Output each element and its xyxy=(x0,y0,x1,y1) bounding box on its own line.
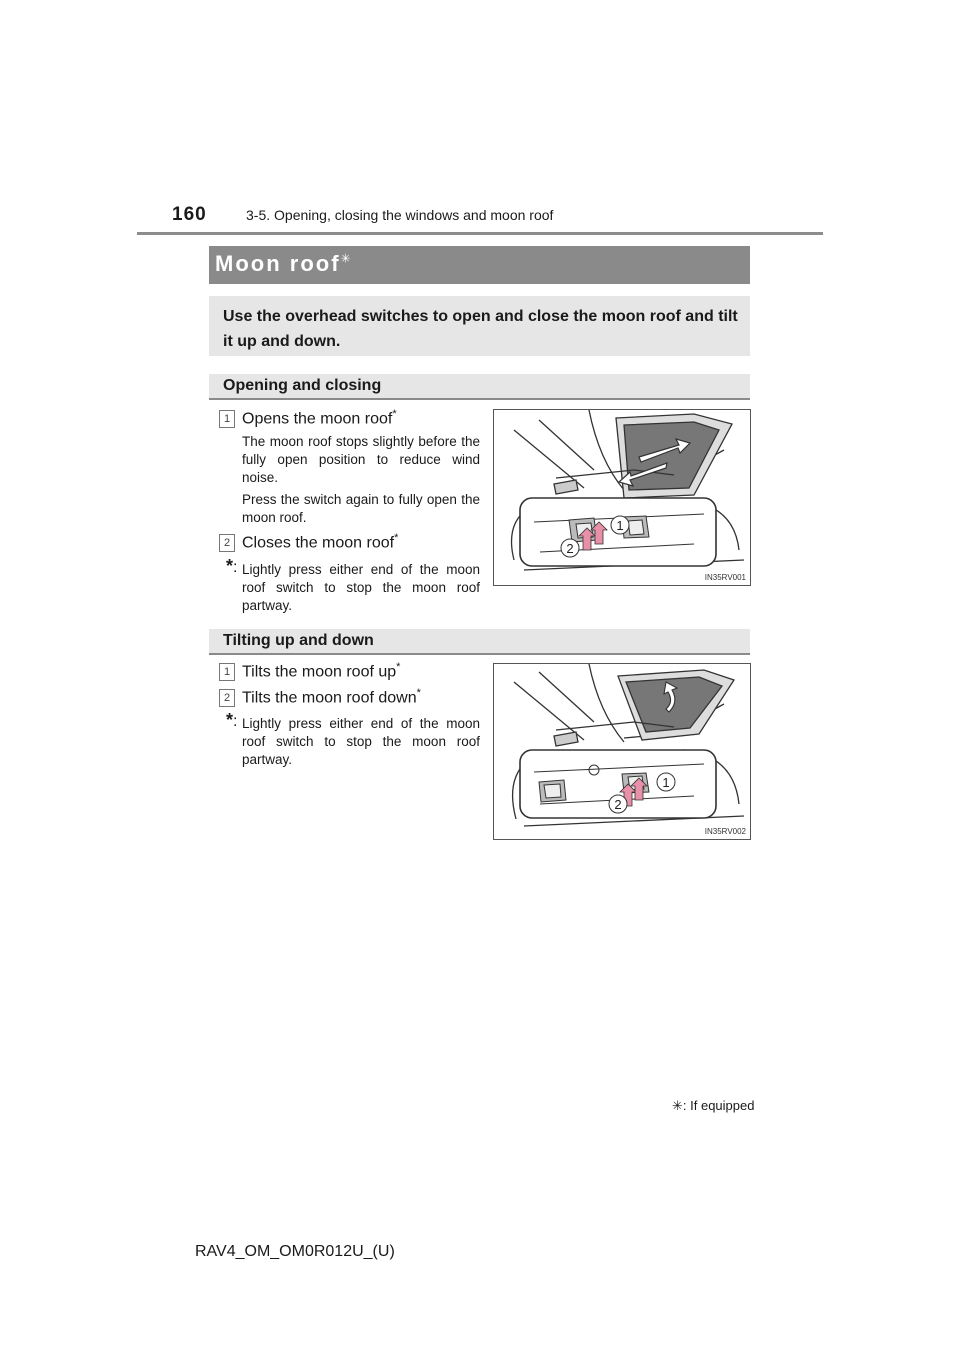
note-colon: : xyxy=(233,713,238,730)
tilting-illustration xyxy=(493,663,751,840)
if-equipped-mark: ✳ xyxy=(672,1098,683,1113)
opening-step2-title xyxy=(242,532,398,552)
page-title-text: Moon roof xyxy=(215,251,341,276)
if-equipped-note xyxy=(672,1098,754,1114)
tilting-heading: Tilting up and down xyxy=(223,632,374,649)
callout-1: 1 xyxy=(616,518,624,533)
asterisk: * xyxy=(394,532,399,544)
document-code: RAV4_OM_OM0R012U_(U) xyxy=(195,1243,395,1260)
tilting-note-mark xyxy=(226,710,237,731)
opening-illustration xyxy=(493,409,751,586)
note-asterisk: * xyxy=(226,556,234,576)
illustration-code: IN35RV001 xyxy=(704,573,746,582)
step-number: 1 xyxy=(219,410,235,428)
page-number: 160 xyxy=(172,204,207,225)
step-title-text: Tilts the moon roof down xyxy=(242,689,417,707)
step-title-text: Tilts the moon roof up xyxy=(242,663,397,681)
opening-heading: Opening and closing xyxy=(223,377,382,394)
opening-note-text: Lightly press either end of the moon roof switch to stop the moon roof partway. xyxy=(242,562,480,613)
overhead-switch-drawing xyxy=(494,664,750,839)
opening-heading-bar xyxy=(209,374,750,400)
note-colon: : xyxy=(233,559,238,576)
tilting-note-text: Lightly press either end of the moon roof switch to stop the moon roof partway. xyxy=(242,716,480,767)
tilting-step2-title xyxy=(242,687,421,707)
opening-note-mark xyxy=(226,556,237,577)
section-title: 3-5. Opening, closing the windows and moon roof xyxy=(246,207,554,223)
tilting-step1-title xyxy=(242,661,400,681)
opening-step1-title xyxy=(242,408,397,428)
step-title-text: Closes the moon roof xyxy=(242,534,395,552)
asterisk: * xyxy=(416,687,421,699)
callout-2: 2 xyxy=(566,541,574,556)
callout-2: 2 xyxy=(614,797,622,812)
asterisk: * xyxy=(396,661,401,673)
overhead-switch-drawing xyxy=(494,410,750,585)
step-number: 2 xyxy=(219,689,235,707)
intro-text: Use the overhead switches to open and close the moon roof and tilt it up and down. xyxy=(223,308,738,350)
if-equipped-mark: ✳ xyxy=(340,251,351,266)
illustration-code: IN35RV002 xyxy=(704,827,746,836)
opening-step1-para1: The moon roof stops slightly before the fully open position to reduce wind noise. xyxy=(242,434,480,485)
page-title xyxy=(215,251,351,277)
step-number: 1 xyxy=(219,663,235,681)
opening-step1-para2: Press the switch again to fully open the moon roof. xyxy=(242,492,480,525)
header-rule xyxy=(137,232,823,235)
title-bar xyxy=(209,246,750,284)
note-asterisk: * xyxy=(226,710,234,730)
step-number: 2 xyxy=(219,534,235,552)
tilting-heading-bar xyxy=(209,629,750,655)
asterisk: * xyxy=(392,408,397,420)
if-equipped-text: : If equipped xyxy=(682,1098,755,1113)
callout-1: 1 xyxy=(662,775,670,790)
step-title-text: Opens the moon roof xyxy=(242,410,393,428)
intro-box xyxy=(209,296,750,356)
